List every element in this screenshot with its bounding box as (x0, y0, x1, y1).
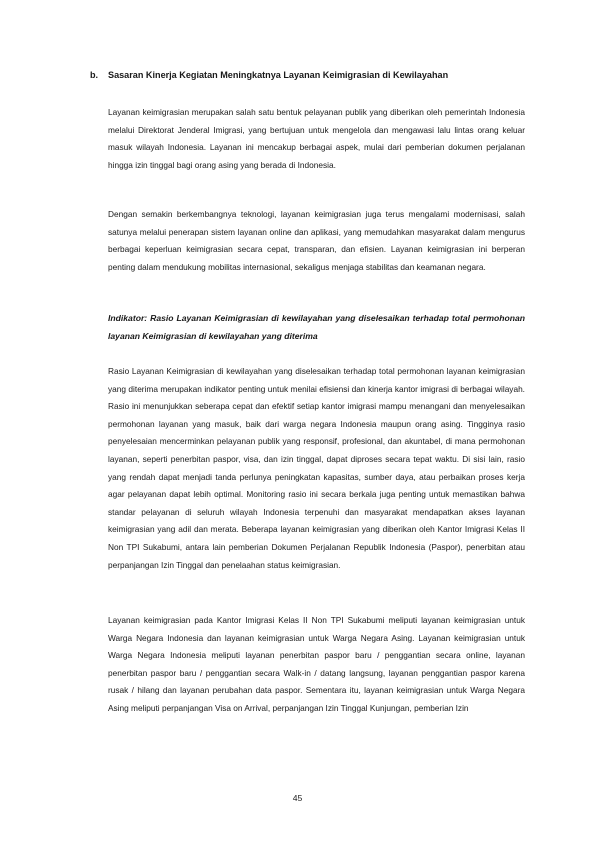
section-heading (90, 69, 530, 82)
page-number: 45 (292, 793, 303, 803)
body-paragraph: Dengan semakin berkembangnya teknologi, layanan keimigrasian juga terus mengalami modernisasi, salah satunya melalui penerapan sistem layanan online dan aplikasi, yang memudahkan masyarakat dalam mengurus berbagai keperluan keimigrasian secara cepat, transparan, dan efisien. Layanan keimigrasian ini berperan penting dalam mendukung mobilitas internasional, sekaligus menjaga stabilitas dan keamanan negara. (108, 209, 525, 272)
indicator-paragraph: Layanan keimigrasian pada Kantor Imigrasi Kelas II Non TPI Sukabumi meliputi layanan keimigrasian untuk Warga Negara Indonesia dan layanan keimigrasian untuk Warga Negara Asing. Layanan keimigrasian untuk Warga Negara Indonesia meliputi layanan penerbitan paspor baru / penggantian secara online, layanan penerbitan paspor baru / penggantian secara Walk-in / datang langsung, layanan penggantian paspor karena rusak / hilang dan layanan perubahan data paspor. Sementara itu, layanan keimigrasian untuk Warga Negara Asing meliputi perpanjangan Visa on Arrival, perpanjangan Izin Tinggal Kunjungan, pemberian Izin (108, 615, 525, 713)
body-paragraph: Layanan keimigrasian merupakan salah satu bentuk pelayanan publik yang diberikan oleh pemerintah Indonesia melalui Direktorat Jenderal Imigrasi, yang bertujuan untuk mengelola dan mengawasi lalu lintas orang keluar masuk wilayah Indonesia. Layanan ini mencakup berbagai aspek, mulai dari pemberian dokumen perjalanan hingga izin tinggal bagi orang asing yang berada di Indonesia. (108, 107, 525, 170)
section-title: Sasaran Kinerja Kegiatan Meningkatnya Layanan Keimigrasian di Kewilayahan (108, 70, 449, 80)
indicator-paragraph: Rasio Layanan Keimigrasian di kewilayahan yang diselesaikan terhadap total permohonan layanan keimigrasian yang diterima merupakan indikator penting untuk menilai efisiensi dan kinerja kantor imigrasi di berbagai wilayah. Rasio ini menunjukkan seberapa cepat dan efektif setiap kantor imigrasi mampu menangani dan menyelesaikan permohonan layanan yang masuk, baik dari warga negara Indonesia maupun orang asing. Tingginya rasio penyelesaian mencerminkan pelayanan publik yang responsif, profesional, dan akuntabel, di mana permohonan layanan, seperti penerbitan paspor, visa, dan izin tinggal, dapat diproses secara tepat waktu. Di sisi lain, rasio yang rendah dapat menjadi tanda perlunya peningkatan kapasitas, sumber daya, atau perbaikan proses kerja agar pelayanan dapat lebih optimal. Monitoring rasio ini secara berkala juga penting untuk memastikan bahwa standar pelayanan di seluruh wilayah Indonesia terpenuhi dan masyarakat mendapatkan akses layanan keimigrasian yang adil dan merata. Beberapa layanan keimigrasian yang diberikan oleh Kantor Imigrasi Kelas II Non TPI Sukabumi, antara lain pemberian Dokumen Perjalanan Republik Indonesia (Paspor), penerbitan atau perpanjangan Izin Tinggal dan penelaahan status keimigrasian. (108, 366, 525, 570)
section-marker: b. (90, 70, 99, 80)
indicator-heading: Indikator: Rasio Layanan Keimigrasian di kewilayahan yang diselesaikan terhadap total permohonan layanan Keimigrasian di kewilayahan yang diterima (108, 313, 525, 341)
